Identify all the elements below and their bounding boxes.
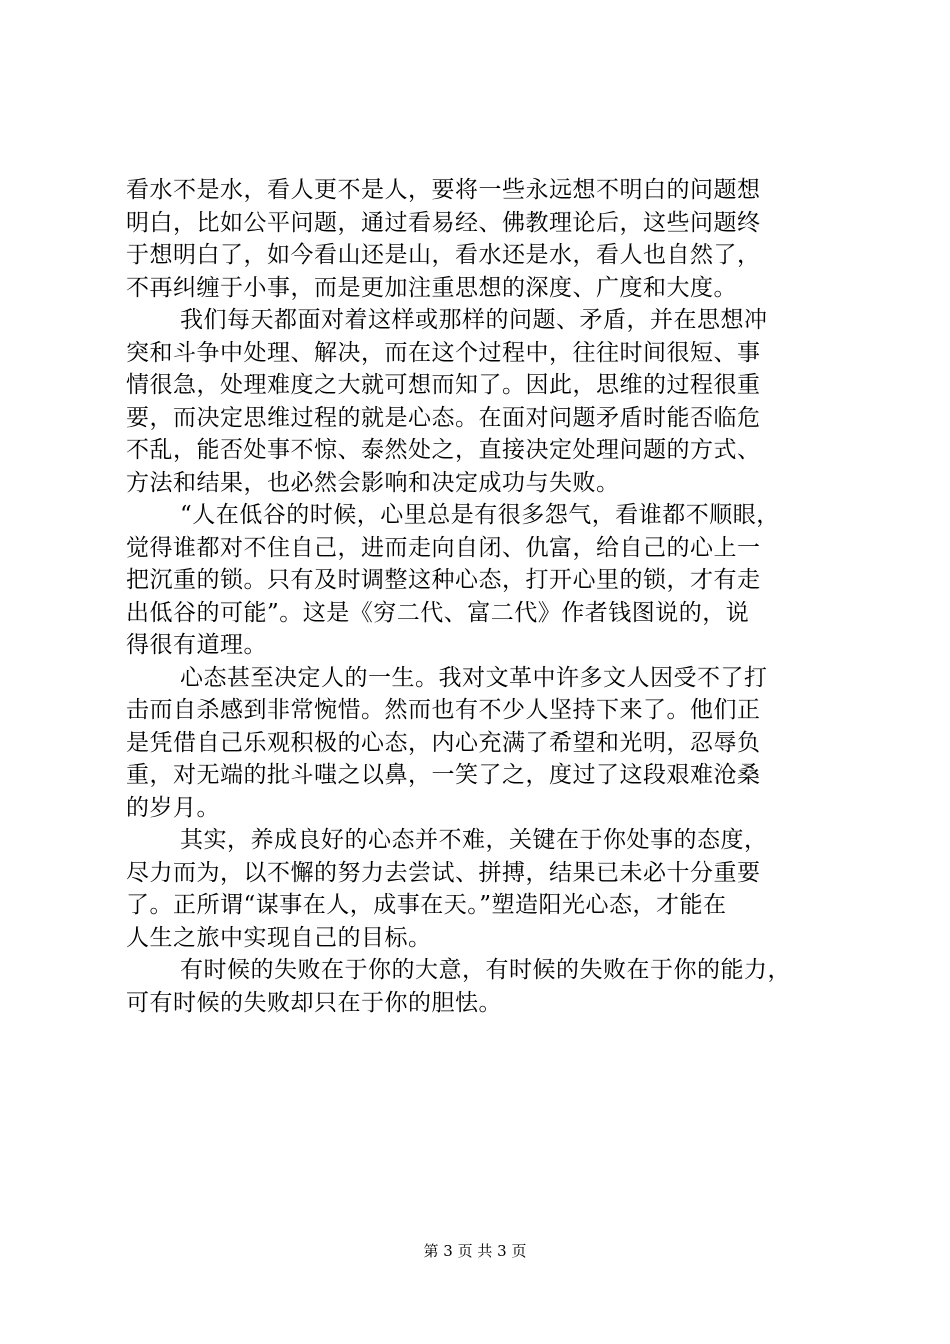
text-line: 的岁月。: [126, 794, 220, 821]
paragraph-2: [126, 304, 830, 499]
page-footer: [0, 1241, 950, 1261]
page-number-label: 第 3 页 共 3 页: [423, 1242, 527, 1260]
text-line: 人生之旅中实现自己的目标。: [126, 924, 432, 951]
text-line: 其实，养成良好的心态并不难，关键在于你处事的态度，: [180, 827, 768, 853]
text-line: 情很急，处理难度之大就可想而知了。因此，思维的过程很重: [126, 372, 761, 398]
text-line: 突和斗争中处理、解决，而在这个过程中，往往时间很短、事: [126, 339, 761, 366]
text-line: “人在低谷的时候，心里总是有很多怨气，看谁都不顺眼，: [180, 502, 780, 528]
paragraph-4: [126, 662, 830, 825]
text-line: 方法和结果，也必然会影响和决定成功与失败。: [126, 469, 620, 496]
text-line: 于想明白了，如今看山还是山，看水还是水，看人也自然了，: [126, 242, 761, 268]
text-line: 心态甚至决定人的一生。我对文革中许多文人因受不了打: [180, 664, 768, 691]
text-line: 要，而决定思维过程的就是心态。在面对问题矛盾时能否临危: [126, 404, 761, 431]
text-line: 觉得谁都对不住自己，进而走向自闭、仇富，给自己的心上一: [126, 534, 761, 561]
text-line: 我们每天都面对着这样或那样的问题、矛盾，并在思想冲: [180, 307, 768, 333]
paragraph-5: [126, 824, 830, 954]
text-line: 有时候的失败在于你的大意，有时候的失败在于你的能力，: [180, 957, 791, 983]
paragraph-1: [126, 174, 830, 304]
text-line: 可有时候的失败却只在于你的胆怯。: [126, 989, 502, 1016]
text-line: 把沉重的锁。只有及时调整这种心态，打开心里的锁，才有走: [126, 567, 761, 593]
text-line: 不乱，能否处事不惊、泰然处之，直接决定处理问题的方式、: [126, 437, 761, 463]
document-body: [126, 174, 830, 1019]
text-line: 重，对无端的批斗嗤之以鼻，一笑了之，度过了这段艰难沧桑: [126, 762, 761, 788]
text-line: 是凭借自己乐观积极的心态，内心充满了希望和光明，忍辱负: [126, 729, 761, 756]
text-line: 看水不是水，看人更不是人，要将一些永远想不明白的问题想: [126, 177, 761, 203]
paragraph-6: [126, 954, 830, 1019]
paragraph-3: [126, 499, 830, 662]
text-line: 击而自杀感到非常惋惜。然而也有不少人坚持下来了。他们正: [126, 697, 761, 723]
text-line: 出低谷的可能”。这是《穷二代、富二代》作者钱图说的，说: [126, 599, 750, 626]
text-line: 明白，比如公平问题，通过看易经、佛教理论后，这些问题终: [126, 209, 761, 236]
text-line: 了。正所谓“谋事在人，成事在天。”塑造阳光心态，才能在: [126, 892, 727, 918]
text-line: 得很有道理。: [126, 632, 267, 658]
text-line: 不再纠缠于小事，而是更加注重思想的深度、广度和大度。: [126, 274, 737, 301]
text-line: 尽力而为，以不懈的努力去尝试、拼搏，结果已未必十分重要: [126, 859, 761, 886]
